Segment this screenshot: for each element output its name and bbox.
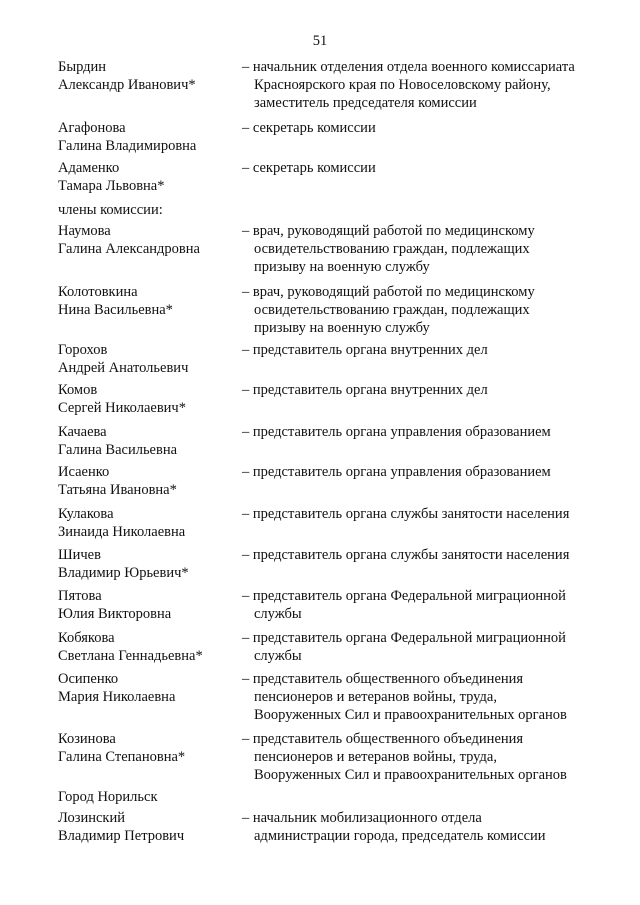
member-surname: Качаева xyxy=(58,424,107,440)
member-surname: Горохов xyxy=(58,342,108,358)
member-role-line: – представитель органа службы занятости населения xyxy=(242,547,570,563)
member-given-name: Мария Николаевна xyxy=(58,689,176,705)
member-surname: Бырдин xyxy=(58,59,107,75)
member-role xyxy=(242,587,622,623)
member-role-line: – представитель общественного объединения xyxy=(242,671,524,687)
member-role-line: – представитель органа службы занятости населения xyxy=(242,506,570,522)
member-name xyxy=(58,381,238,417)
page-number: 51 xyxy=(312,33,328,49)
member-given-name: Зинаида Николаевна xyxy=(58,524,186,540)
city-heading: Город Норильск xyxy=(58,789,158,805)
member-surname: Кулакова xyxy=(58,506,114,522)
member-role xyxy=(242,546,622,564)
member-role-line: призыву на военную службу xyxy=(254,259,430,275)
member-given-name: Татьяна Ивановна* xyxy=(58,482,177,498)
member-role xyxy=(242,58,622,112)
member-surname: Агафонова xyxy=(58,120,126,136)
member-role-line: – представитель органа Федеральной миграционной xyxy=(242,630,566,646)
member-name xyxy=(58,222,238,258)
member-name xyxy=(58,546,238,582)
member-role-line: – врач, руководящий работой по медицинскому xyxy=(242,223,535,239)
member-role-line: – начальник мобилизационного отдела xyxy=(242,810,482,826)
member-given-name: Владимир Петрович xyxy=(58,828,185,844)
member-role xyxy=(242,463,622,481)
member-role xyxy=(242,730,622,784)
member-role-line: – представитель органа внутренних дел xyxy=(242,382,488,398)
member-name xyxy=(58,505,238,541)
member-name xyxy=(58,341,238,377)
member-name xyxy=(58,629,238,665)
member-role xyxy=(242,505,622,523)
member-role-line: – представитель органа управления образованием xyxy=(242,464,551,480)
member-role-line: службы xyxy=(254,648,302,664)
member-role-line: освидетельствованию граждан, подлежащих xyxy=(254,241,530,257)
member-role-line: – представитель общественного объединения xyxy=(242,731,524,747)
member-role-line: – секретарь комиссии xyxy=(242,160,376,176)
member-surname: Кобякова xyxy=(58,630,115,646)
member-role xyxy=(242,809,622,845)
member-given-name: Галина Степановна* xyxy=(58,749,186,765)
member-name xyxy=(58,159,238,195)
member-surname: Козинова xyxy=(58,731,116,747)
member-surname: Адаменко xyxy=(58,160,120,176)
member-surname: Колотовкина xyxy=(58,284,138,300)
member-role xyxy=(242,159,622,177)
member-name xyxy=(58,809,238,845)
member-role xyxy=(242,283,622,337)
member-given-name: Галина Александровна xyxy=(58,241,200,257)
member-role xyxy=(242,423,622,441)
member-surname: Исаенко xyxy=(58,464,110,480)
member-name xyxy=(58,670,238,706)
member-role-line: администрации города, председатель комиссии xyxy=(254,828,546,844)
member-role xyxy=(242,670,622,724)
member-role-line: – представитель органа Федеральной миграционной xyxy=(242,588,566,604)
member-role-line: заместитель председателя комиссии xyxy=(254,95,477,111)
member-role-line: призыву на военную службу xyxy=(254,320,430,336)
member-name xyxy=(58,283,238,319)
member-role-line: – представитель органа внутренних дел xyxy=(242,342,488,358)
member-role xyxy=(242,222,622,276)
member-role-line: – врач, руководящий работой по медицинскому xyxy=(242,284,535,300)
member-surname: Шичев xyxy=(58,547,101,563)
member-role-line: Вооруженных Сил и правоохранительных органов xyxy=(254,767,567,783)
member-name xyxy=(58,423,238,459)
member-surname: Лозинский xyxy=(58,810,125,826)
member-role-line: пенсионеров и ветеранов войны, труда, xyxy=(254,689,497,705)
member-role xyxy=(242,341,622,359)
member-surname: Осипенко xyxy=(58,671,119,687)
member-role-line: пенсионеров и ветеранов войны, труда, xyxy=(254,749,497,765)
members-heading: члены комиссии: xyxy=(58,202,163,218)
member-surname: Комов xyxy=(58,382,98,398)
member-given-name: Андрей Анатольевич xyxy=(58,360,189,376)
member-name xyxy=(58,463,238,499)
member-role xyxy=(242,381,622,399)
member-role-line: – начальник отделения отдела военного комиссариата xyxy=(242,59,575,75)
member-role xyxy=(242,629,622,665)
member-role-line: – представитель органа управления образованием xyxy=(242,424,551,440)
member-given-name: Галина Васильевна xyxy=(58,442,178,458)
member-name xyxy=(58,58,238,94)
member-given-name: Светлана Геннадьевна* xyxy=(58,648,203,664)
member-surname: Наумова xyxy=(58,223,111,239)
member-role-line: – секретарь комиссии xyxy=(242,120,376,136)
member-given-name: Владимир Юрьевич* xyxy=(58,565,189,581)
member-role-line: службы xyxy=(254,606,302,622)
member-role xyxy=(242,119,622,137)
member-given-name: Сергей Николаевич* xyxy=(58,400,186,416)
member-name xyxy=(58,730,238,766)
member-given-name: Галина Владимировна xyxy=(58,138,197,154)
member-role-line: Красноярского края по Новоселовскому району, xyxy=(254,77,551,93)
member-given-name: Юлия Викторовна xyxy=(58,606,172,622)
member-given-name: Тамара Львовна* xyxy=(58,178,165,194)
member-surname: Пятова xyxy=(58,588,102,604)
member-given-name: Нина Васильевна* xyxy=(58,302,173,318)
member-name xyxy=(58,119,238,155)
member-role-line: Вооруженных Сил и правоохранительных органов xyxy=(254,707,567,723)
member-name xyxy=(58,587,238,623)
member-given-name: Александр Иванович* xyxy=(58,77,196,93)
member-role-line: освидетельствованию граждан, подлежащих xyxy=(254,302,530,318)
